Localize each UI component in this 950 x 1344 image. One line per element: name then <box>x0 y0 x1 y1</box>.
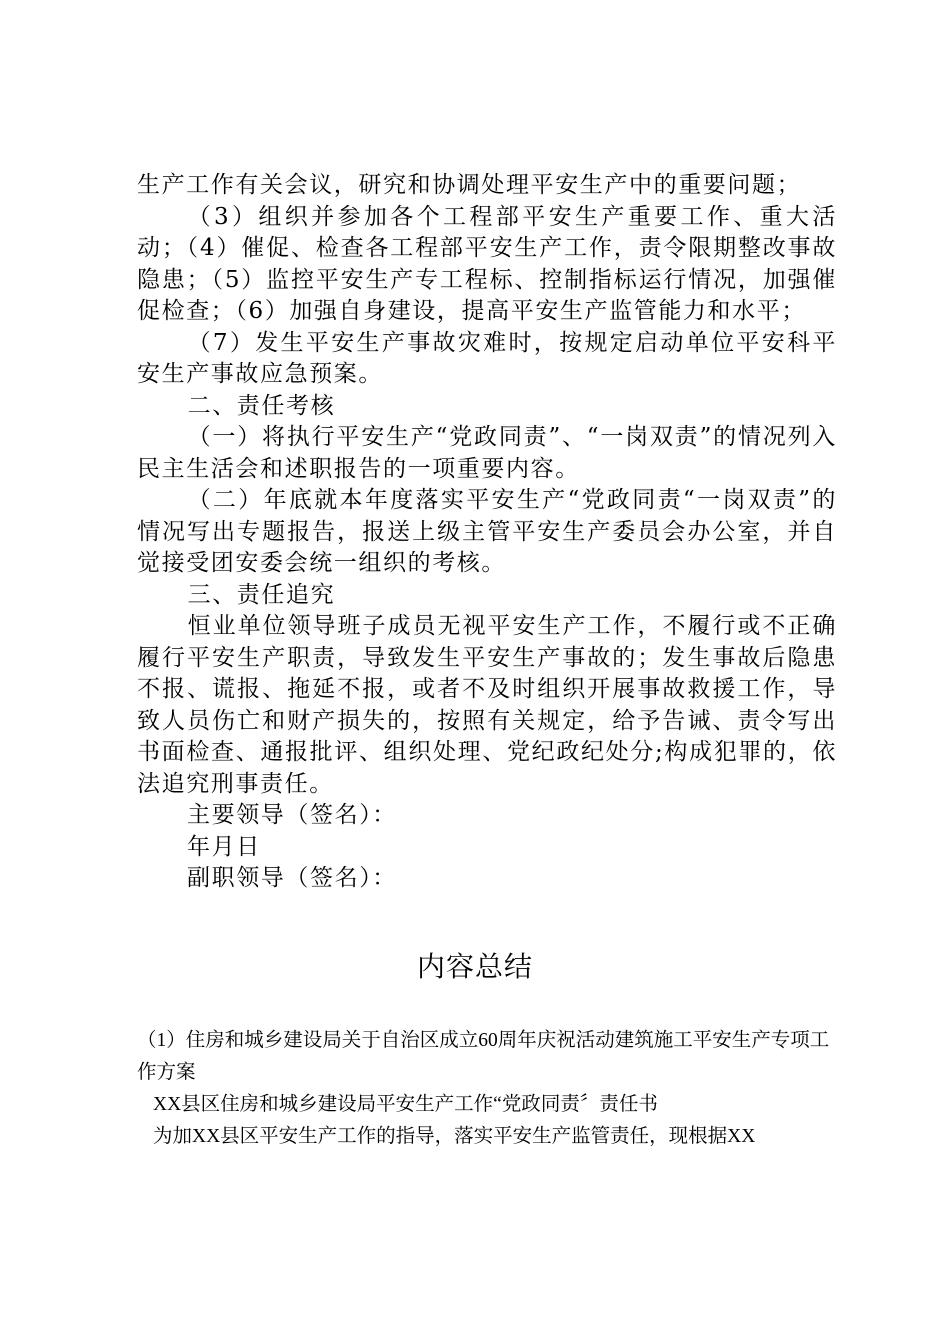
paragraph-accountability: 恒业单位领导班子成员无视平安生产工作，不履行或不正确履行平安生产职责，导致发生平安生产事故的；发生事故后隐患不报、谎报、拖延不报，或者不及时组织开展事故救援工作，导致人员伤亡和财产损失的，按照有关规定，给予告诫、责令写出书面检查、通报批评、组织处理、党纪政纪处分;构成犯罪的，依法追究刑事责任。 <box>137 613 837 797</box>
signature-main-leader: 主要领导（签名）： <box>187 802 397 828</box>
summary-line-1: （1）住房和城乡建设局关于自治区成立60周年庆祝活动建筑施工平安生产专项工作方案 <box>137 1030 830 1083</box>
section-heading-accountability: 三、责任追究 <box>187 581 336 608</box>
summary-line-3: 为加XX县区平安生产工作的指导，落实平安生产监管责任，现根据XX <box>153 1126 756 1147</box>
paragraph-assessment-2: （二）年底就本年度落实平安生产“党政同责“一岗双责”的情况写出专题报告，报送上级主管平安生产委员会办公室，并自觉接受团安委会统一组织的考核。 <box>137 487 837 576</box>
paragraph-emergency: （7）发生平安生产事故灾难时，按规定启动单位平安科平安生产事故应急预案。 <box>137 329 837 387</box>
section-heading-assessment: 二、责任考核 <box>187 392 336 419</box>
paragraph-duties: （3）组织并参加各个工程部平安生产重要工作、重大活动；（4）催促、检查各工程部平安生产工作，责令限期整改事故隐患；（5）监控平安生产专工程标、控制指标运行情况，加强催促检查；（6）加强自身建设，提高平安生产监管能力和水平； <box>137 203 837 324</box>
summary-title: 内容总结 <box>416 950 533 983</box>
signature-deputy-leader: 副职领导（签名）： <box>187 865 397 891</box>
paragraph-assessment-1: （一）将执行平安生产“党政同责”、“一岗双责”的情况列入民主生活会和述职报告的一项重要内容。 <box>137 424 837 482</box>
document-body <box>137 170 837 895</box>
summary-section <box>137 1025 837 1153</box>
signature-date: 年月日 <box>187 833 261 860</box>
paragraph-continued: 生产工作有关会议，研究和协调处理平安生产中的重要问题； <box>137 172 802 198</box>
summary-line-2: XX县区住房和城乡建设局平安生产工作“党政同责〞责任书 <box>153 1094 658 1115</box>
